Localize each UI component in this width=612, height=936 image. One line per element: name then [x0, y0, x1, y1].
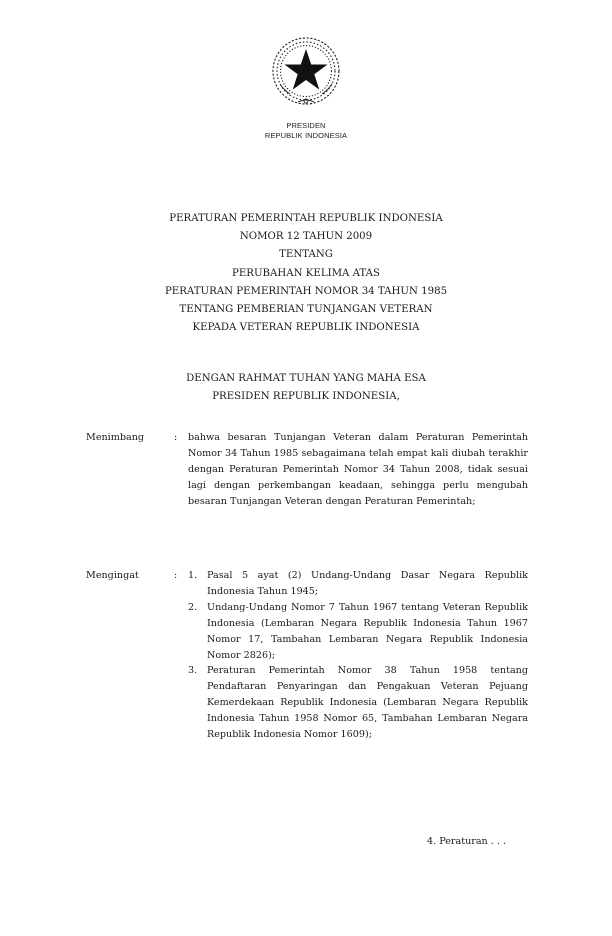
menimbang-colon: : [174, 432, 178, 443]
list-item-number: 2. [188, 601, 198, 613]
list-item-text: Undang-Undang Nomor 7 Tahun 1967 tentang Veteran Republik Indonesia (Lembaran Negara Republik Indonesia Tahun 1967 Nomor 17, Tambahan Lembaran Negara Republik Indonesia Nomor 2826); [207, 601, 528, 661]
mengingat-list [188, 568, 528, 743]
page-continuation: 4. Peraturan . . . [427, 836, 507, 847]
presidential-emblem-icon [268, 34, 344, 110]
list-item [188, 663, 528, 743]
preamble [0, 370, 612, 406]
emblem-caption-presiden: PRESIDEN [286, 121, 326, 130]
mengingat-label: Mengingat [86, 570, 139, 581]
preamble-line: PRESIDEN REPUBLIK INDONESIA, [212, 391, 400, 402]
title-line: KEPADA VETERAN REPUBLIK INDONESIA [192, 322, 420, 334]
list-item-text: Pasal 5 ayat (2) Undang-Undang Dasar Negara Republik Indonesia Tahun 1945; [207, 570, 528, 597]
mengingat-colon: : [174, 570, 178, 581]
list-item [188, 568, 528, 600]
preamble-line: DENGAN RAHMAT TUHAN YANG MAHA ESA [186, 373, 426, 384]
title-line: PERATURAN PEMERINTAH REPUBLIK INDONESIA [169, 213, 443, 224]
list-item [188, 600, 528, 664]
list-item-number: 3. [188, 665, 198, 677]
regulation-title [0, 210, 612, 337]
title-line: TENTANG [279, 249, 333, 261]
title-line: PERUBAHAN KELIMA ATAS [231, 267, 381, 279]
title-line: TENTANG PEMBERIAN TUNJANGAN VETERAN [179, 304, 433, 316]
title-line: PERATURAN PEMERINTAH NOMOR 34 TAHUN 1985 [164, 285, 448, 297]
list-item-number: 1. [188, 570, 198, 581]
menimbang-label: Menimbang [86, 432, 145, 443]
menimbang-text: bahwa besaran Tunjangan Veteran dalam Peraturan Pemerintah Nomor 34 Tahun 1985 sebagaimana telah empat kali diubah terakhir dengan Peraturan Pemerintah Nomor 34 Tahun 2008, tidak sesuai lagi dengan perkembangan keadaan, sehingga perlu mengubah besaran Tunjangan Veteran dengan Peraturan Pemerintah; [188, 432, 528, 507]
list-item-text: Peraturan Pemerintah Nomor 38 Tahun 1958 tentang Pendaftaran Penyaringan dan Pengakuan Veteran Pejuang Kemerdekaan Republik Indonesia (Lembaran Negara Republik Indonesia Tahun 1958 Nomor 65, Tambahan Lembaran Negara Republik Indonesia Nomor 1609); [207, 665, 528, 741]
emblem-caption-republik: REPUBLIK INDONESIA [264, 131, 348, 140]
title-line: NOMOR 12 TAHUN 2009 [239, 231, 373, 243]
